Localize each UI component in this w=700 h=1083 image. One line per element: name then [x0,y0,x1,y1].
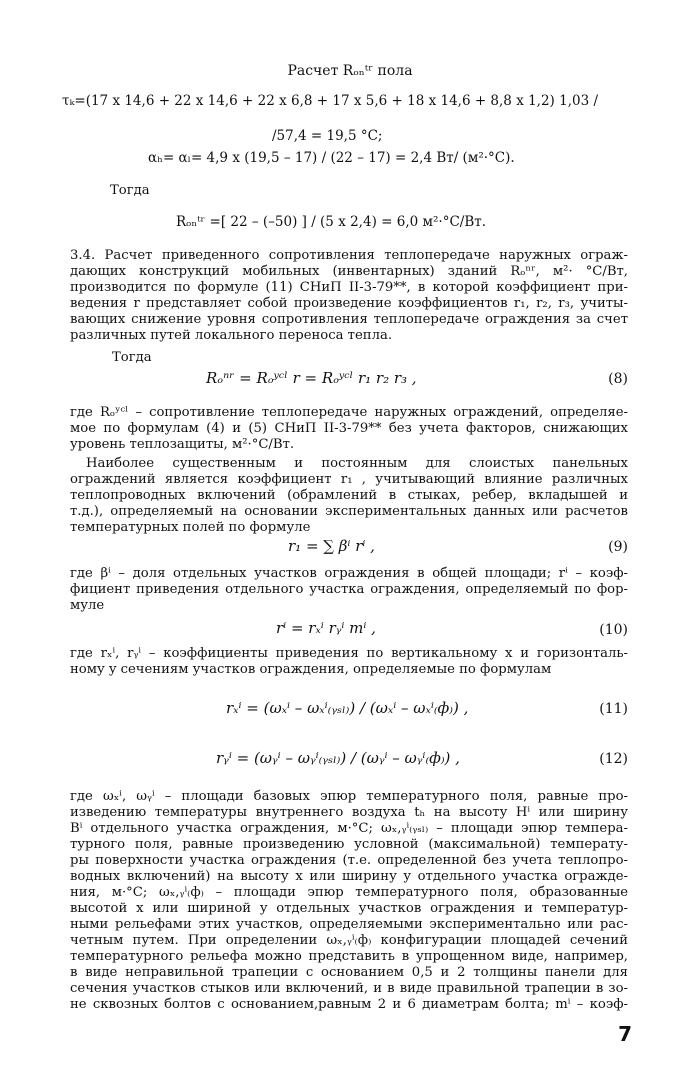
section-line-4: ведения r представляет собой произведение коэффициентов r₁, r₂, r₃, учиты- [70,296,628,311]
section-line-2: дающих конструкций мобильных (инвентарных) зданий Rₒⁿʳ, м²· °C/Вт, [70,264,628,279]
equation-11-number: (11) [599,701,628,717]
where-1-line-3: уровень теплозащиты, м²·°C/Вт. [70,437,295,452]
page-number: 7 [618,1022,632,1046]
where-4-line-4: турного поля, равные произведению условной (максимальной) температу- [70,837,628,852]
para-2-line-4: т.д.), определяемый на основании экспериментальных данных или расчетов [70,504,628,519]
calc-heading: Расчет Rₒₙᵗʳ пола [287,63,413,79]
where-4-line-9: ными рельефами этих участков, определяемыми экспериментально или рас- [70,917,628,932]
where-4-line-13: сечения участков стыков или включений, и в виде правильной трапеции в зо- [70,981,628,996]
where-4-line-8: высотой x или шириной y отдельных участков ограждения и температур- [70,901,628,916]
para-2-line-1: Наиболее существенным и постоянным для слоистых панельных [86,456,628,471]
equation-8: Rₒⁿʳ = Rₒʸᶜˡ r = Rₒʸᶜˡ r₁ r₂ r₃ , [206,369,417,387]
where-2-line-1: где βⁱ – доля отдельных участков ограждения в общей площади; rⁱ – коэф- [70,566,628,581]
where-4-line-2: изведению температуры внутреннего воздуха tₕ на высоту Hⁱ или ширину [70,805,628,820]
alpha-formula: αₕ= αₗ= 4,9 x (19,5 – 17) / (22 – 17) = 2,4 Вт/ (м²·°C). [148,150,515,166]
where-4-line-11: температурного рельефа можно представить в упрощенном виде, например, [70,949,628,964]
equation-11: rₓⁱ = (ωₓⁱ – ωₓⁱ₍ᵧₛₗ₎) / (ωₓⁱ – ωₓⁱ₍ф₎) , [226,699,469,717]
then-label-2: Тогда [112,350,152,365]
where-3-line-1: где rₓⁱ, rᵧⁱ – коэффициенты приведения по вертикальному x и горизонталь- [70,646,628,661]
section-line-1: 3.4. Расчет приведенного сопротивления теплопередаче наружных ограж- [70,248,628,263]
where-4-line-14: не сквозных болтов с основанием,равным 2 и 6 диаметрам болта; mⁱ – коэф- [70,997,628,1012]
where-1-line-1: где Rₒʸᶜˡ – сопротивление теплопередаче наружных ограждений, определяе- [70,405,628,420]
then-label: Тогда [110,183,150,198]
where-2-line-2: фициент приведения отдельного участка ограждения, определяемый по фор- [70,582,628,597]
equation-9: r₁ = ∑ βⁱ rⁱ , [288,537,375,555]
section-line-5: вающих снижение уровня сопротивления теплопередаче ограждения за счет [70,312,628,327]
section-line-6: различных путей локального переноса тепла. [70,328,393,343]
where-4-line-12: в виде неправильной трапеции с основанием 0,5 и 2 толщины панели для [70,965,628,980]
where-4-line-1: где ωₓⁱ, ωᵧⁱ – площади базовых эпюр температурного поля, равные про- [70,789,628,804]
where-4-line-6: водных включений) на высоту x или ширину y отдельного участка огражде- [70,869,628,884]
tau-formula: τₖ=(17 x 14,6 + 22 x 14,6 + 22 x 6,8 + 17 x 5,6 + 18 x 14,6 + 8,8 x 1,2) 1,03 / [62,93,599,109]
where-4-line-7: ния, м·°C; ωₓ,ᵧⁱ₍ф₎ – площади эпюр температурного поля, образованные [70,885,628,900]
equation-10: rⁱ = rₓⁱ rᵧⁱ mⁱ , [276,619,376,637]
r-resistance-formula: Rₒₙᵗʳ =[ 22 – (–50) ] / (5 x 2,4) = 6,0 м²·°C/Вт. [176,214,486,230]
where-2-line-3: муле [70,598,105,613]
para-2-line-5: температурных полей по формуле [70,520,311,535]
section-line-3: производится по формуле (11) СНиП II-3-79**, в которой коэффициент при- [70,280,628,295]
where-4-line-5: ры поверхности участка ограждения (т.е. определенной без учета теплопро- [70,853,628,868]
equation-12: rᵧⁱ = (ωᵧⁱ – ωᵧⁱ₍ᵧₛₗ₎) / (ωᵧⁱ – ωᵧⁱ₍ф₎) , [216,749,460,767]
where-4-line-3: Bⁱ отдельного участка ограждения, м·°C; ωₓ,ᵧⁱ₍ᵧₛₗ₎ – площади эпюр темпера- [70,821,628,836]
where-4-line-10: четным путем. При определении ωₓ,ᵧⁱ₍ф₎ конфигурации площадей сечений [70,933,628,948]
equation-10-number: (10) [599,622,628,638]
where-3-line-2: ному y сечениям участков ограждения, определяемые по формулам [70,662,552,677]
para-2-line-2: ограждений является коэффициент r₁ , учитывающий влияние различных [70,472,628,487]
where-1-line-2: мое по формулам (4) и (5) СНиП II-3-79** без учета факторов, снижающих [70,421,628,436]
equation-12-number: (12) [599,751,628,767]
equation-8-number: (8) [608,371,628,387]
equation-9-number: (9) [608,539,628,555]
para-2-line-3: теплопроводных включений (обрамлений в стыках, ребер, вкладышей и [70,488,628,503]
tau-result: /57,4 = 19,5 °C; [272,128,383,144]
